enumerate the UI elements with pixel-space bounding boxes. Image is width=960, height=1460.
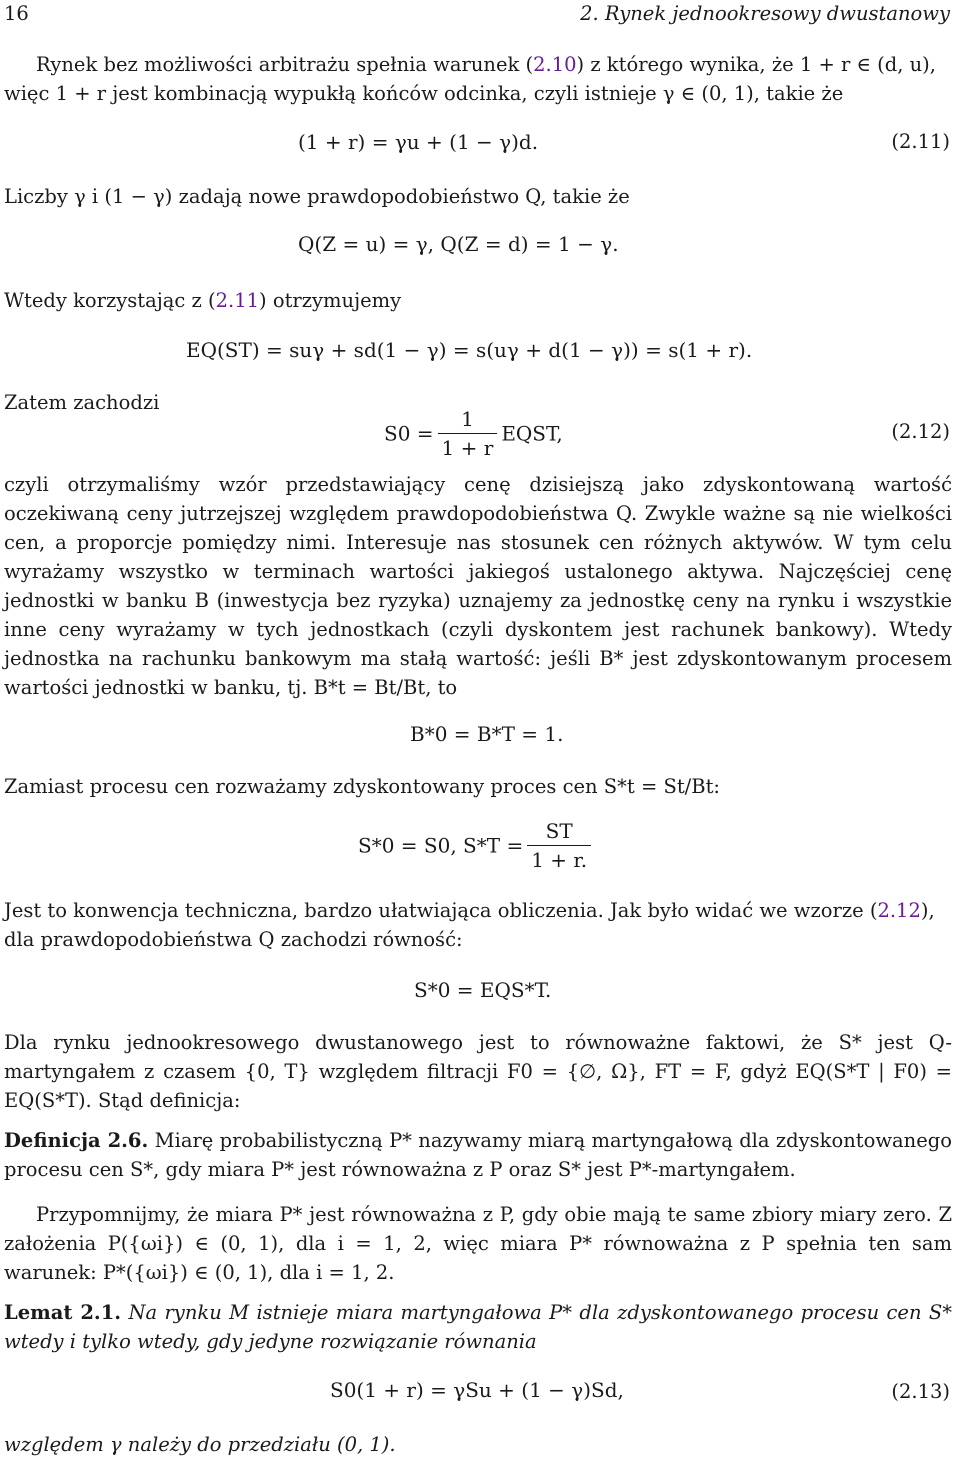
equation-number-2-12: (2.12) <box>891 420 950 443</box>
paragraph-thus: Zatem zachodzi <box>4 391 160 414</box>
equation-number-2-11: (2.11) <box>891 130 950 153</box>
lemma-text: Na rynku M istnieje miara martyngałowa P* dla zdyskontowanego procesu cen S* wtedy i tylko wtedy, gdy jedyne rozwiązanie równania <box>4 1301 952 1353</box>
fraction-discount <box>438 406 498 461</box>
fraction-discounted <box>527 818 591 873</box>
lemma-tail: względem γ należy do przedziału (0, 1). <box>4 1433 396 1456</box>
equation-probability-q: Q(Z = u) = γ, Q(Z = d) = 1 − γ. <box>298 232 619 256</box>
paragraph-intro <box>4 50 952 79</box>
equation-2-13: S0(1 + r) = γSu + (1 − γ)Sd, <box>330 1378 624 1402</box>
page-number: 16 <box>4 2 29 25</box>
definition-2-6 <box>4 1126 952 1184</box>
fraction-denominator: 1 + r <box>441 436 494 460</box>
equation-ref-link[interactable]: 2.10 <box>533 53 577 76</box>
lemma-label: Lemat 2.1. <box>4 1301 122 1324</box>
paragraph-using-text-after: ) otrzymujemy <box>259 289 402 312</box>
paragraph-intro-line-2: więc 1 + r jest kombinacją wypukłą końców odcinka, czyli istnieje γ ∈ (0, 1), takie że <box>4 82 844 105</box>
paragraph-convention <box>4 896 952 954</box>
definition-text: Miarę probabilistyczną P* nazywamy miarą martyngałową dla zdyskontowanego procesu cen S*, gdy miara P* jest równoważna z P oraz S* jest P*-martyngałem. <box>4 1129 952 1181</box>
paragraph-using-text: Wtedy korzystając z ( <box>4 289 216 312</box>
equation-discounted-left: S*0 = S0, S*T = <box>358 833 524 858</box>
equation-2-11: (1 + r) = γu + (1 − γ)d. <box>298 130 539 154</box>
fraction-denominator: 1 + r. <box>531 848 588 872</box>
paragraph-reminder: Przypomnijmy, że miara P* jest równoważna z P, gdy obie mają te same zbiory miary zero. Z założenia P({ωi}) ∈ (0, 1), dla i = 1, 2, więc miara P* równoważna z P spełnia ten sam warunek: P*({ωi}) ∈ (0, 1), dla i = 1, 2. <box>4 1203 952 1284</box>
equation-2-12 <box>384 406 563 461</box>
equation-ref-link[interactable]: 2.12 <box>877 899 921 922</box>
paragraph-convention-text-after: ), dla prawdopodobieństwa Q zachodzi równość: <box>4 899 935 951</box>
equation-ref-link[interactable]: 2.11 <box>215 289 260 312</box>
fraction-numerator: 1 <box>438 406 498 434</box>
fraction-numerator: ST <box>527 818 591 846</box>
equation-martingale: S*0 = EQS*T. <box>414 978 552 1002</box>
definition-label: Definicja 2.6. <box>4 1129 149 1152</box>
paragraph-discounted-process: Zamiast procesu cen rozważamy zdyskontowany proces cen S*t = St/Bt: <box>4 775 720 798</box>
paragraph-using-2-11 <box>4 286 952 315</box>
equation-discounted-prices <box>358 818 595 873</box>
paragraph-probability: Liczby γ i (1 − γ) zadają nowe prawdopodobieństwo Q, takie że <box>4 185 630 208</box>
paragraph-intro-text-after: ) z którego wynika, że 1 + r ∈ (d, u), <box>576 53 936 76</box>
equation-expectation: EQ(ST) = suγ + sd(1 − γ) = s(uγ + d(1 − γ)) = s(1 + r). <box>186 338 753 362</box>
equation-bank-discounted: B*0 = B*T = 1. <box>410 722 564 746</box>
paragraph-discounting: czyli otrzymaliśmy wzór przedstawiający cenę dzisiejszą jako zdyskontowaną wartość oczekiwaną ceny jutrzejszej względem prawdopodobieństwa Q. Zwykle ważne są nie wielkości cen, a proporcje pomiędzy nimi. Interesuje nas stosunek cen różnych aktywów. W tym celu wyrażamy wszystko w terminach wartości jakiegoś ustalonego aktywa. Najczęściej cenę jednostki w banku B (inwestycja bez ryzyka) uznajemy za jednostkę ceny na rynku i wszystkie inne ceny wyrażamy w tych jednostkach (czyli dyskontem jest rachunek bankowy). Wtedy jednostka na rachunku bankowym ma stałą wartość: jeśli B* jest zdyskontowanym procesem wartości jednostki w banku, tj. B*t = Bt/Bt, to <box>4 473 952 699</box>
equation-2-12-left: S0 = <box>384 421 434 446</box>
running-title: 2. Rynek jednookresowy dwustanowy <box>580 2 950 25</box>
paragraph-intro-text: Rynek bez możliwości arbitrażu spełnia warunek ( <box>36 53 534 76</box>
paragraph-equivalence: Dla rynku jednookresowego dwustanowego jest to równoważne faktowi, że S* jest Q-martyngałem z czasem {0, T} względem filtracji F0 = {∅, Ω}, FT = F, gdyż EQ(S*T | F0) = EQ(S*T). Stąd definicja: <box>4 1031 952 1112</box>
lemma-2-1 <box>4 1298 952 1356</box>
paragraph-convention-text: Jest to konwencja techniczna, bardzo ułatwiająca obliczenia. Jak było widać we wzorze ( <box>4 899 878 922</box>
equation-2-12-right: EQST, <box>501 421 563 446</box>
equation-number-2-13: (2.13) <box>891 1380 950 1403</box>
